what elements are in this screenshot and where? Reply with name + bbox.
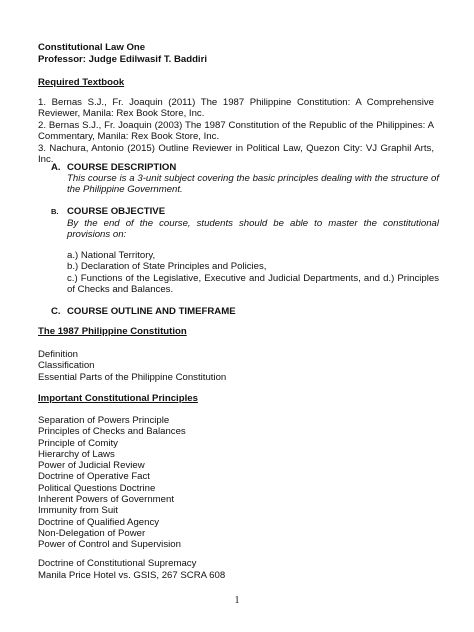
outline-heading-constitution: The 1987 Philippine Constitution: [38, 326, 187, 337]
list-item: Principle of Comity: [38, 437, 118, 449]
section-b-letter: B.: [51, 207, 59, 216]
section-b-title: COURSE OBJECTIVE: [67, 206, 166, 217]
section-c-title: COURSE OUTLINE AND TIMEFRAME: [67, 306, 236, 317]
list-item: Principles of Checks and Balances: [38, 426, 186, 438]
course-objective-text: By the end of the course, students should be able to master the constitutional provisions on:: [67, 218, 439, 241]
section-a-heading: [51, 162, 441, 173]
list-item: Separation of Powers Principle: [38, 415, 170, 426]
supremacy-doctrine: Doctrine of Constitutional Supremacy: [38, 558, 197, 569]
page-number: 1: [234, 595, 240, 606]
textbook-heading: Required Textbook: [38, 77, 125, 88]
list-item: Non-Delegation of Power: [38, 527, 146, 539]
textbook-item-3: 3. Nachura, Antonio (2015) Outline Reviewer in Political Law, Quezon City: VJ Graphil Arts, Inc.: [38, 143, 434, 166]
list-item: Classification: [38, 360, 95, 372]
outline-list-principles: [38, 415, 434, 551]
list-item: Immunity from Suit: [38, 505, 118, 517]
list-item: Definition: [38, 349, 78, 360]
list-item: Hierarchy of Laws: [38, 448, 115, 460]
list-item: Doctrine of Qualified Agency: [38, 516, 160, 528]
section-c-letter: C.: [51, 306, 61, 317]
textbook-item-2: 2. Bernas S.J., Fr. Joaquin (2003) The 1987 Constitution of the Republic of the Philippines: A Commentary, Manila: Rex Book Store, Inc.: [38, 120, 434, 143]
section-a-letter: A.: [51, 162, 61, 173]
list-item: Essential Parts of the Philippine Constitution: [38, 371, 227, 383]
course-description-text: This course is a 3-unit subject covering the basic principles dealing with the structure of the Philippine Government.: [67, 173, 439, 196]
list-item: Doctrine of Operative Fact: [38, 471, 150, 483]
case-citation: Manila Price Hotel vs. GSIS, 267 SCRA 608: [38, 570, 226, 581]
list-item: Power of Control and Supervision: [38, 539, 181, 551]
section-a-title: COURSE DESCRIPTION: [67, 162, 177, 173]
objective-item-c: c.) Functions of the Legislative, Executive and Judicial Departments, and d.) Principles of Checks and Balances.: [67, 273, 439, 296]
section-b-heading: [51, 206, 441, 217]
objective-item-a: a.) National Territory,: [67, 250, 156, 261]
objective-item-b: b.) Declaration of State Principles and Policies,: [67, 261, 267, 272]
professor-line: Professor: Judge Edilwasif T. Baddiri: [38, 54, 207, 65]
outline-heading-principles: Important Constitutional Principles: [38, 393, 198, 404]
course-title: Constitutional Law One: [38, 42, 146, 53]
section-c-heading: [51, 306, 441, 317]
textbook-item-1: 1. Bernas S.J., Fr. Joaquin (2011) The 1987 Philippine Constitution: A Comprehensive Reviewer, Manila: Rex Book Store, Inc.: [38, 97, 434, 120]
list-item: Political Questions Doctrine: [38, 482, 156, 494]
list-item: Power of Judicial Review: [38, 460, 145, 472]
list-item: Inherent Powers of Government: [38, 494, 174, 506]
outline-list-constitution: [38, 349, 434, 383]
